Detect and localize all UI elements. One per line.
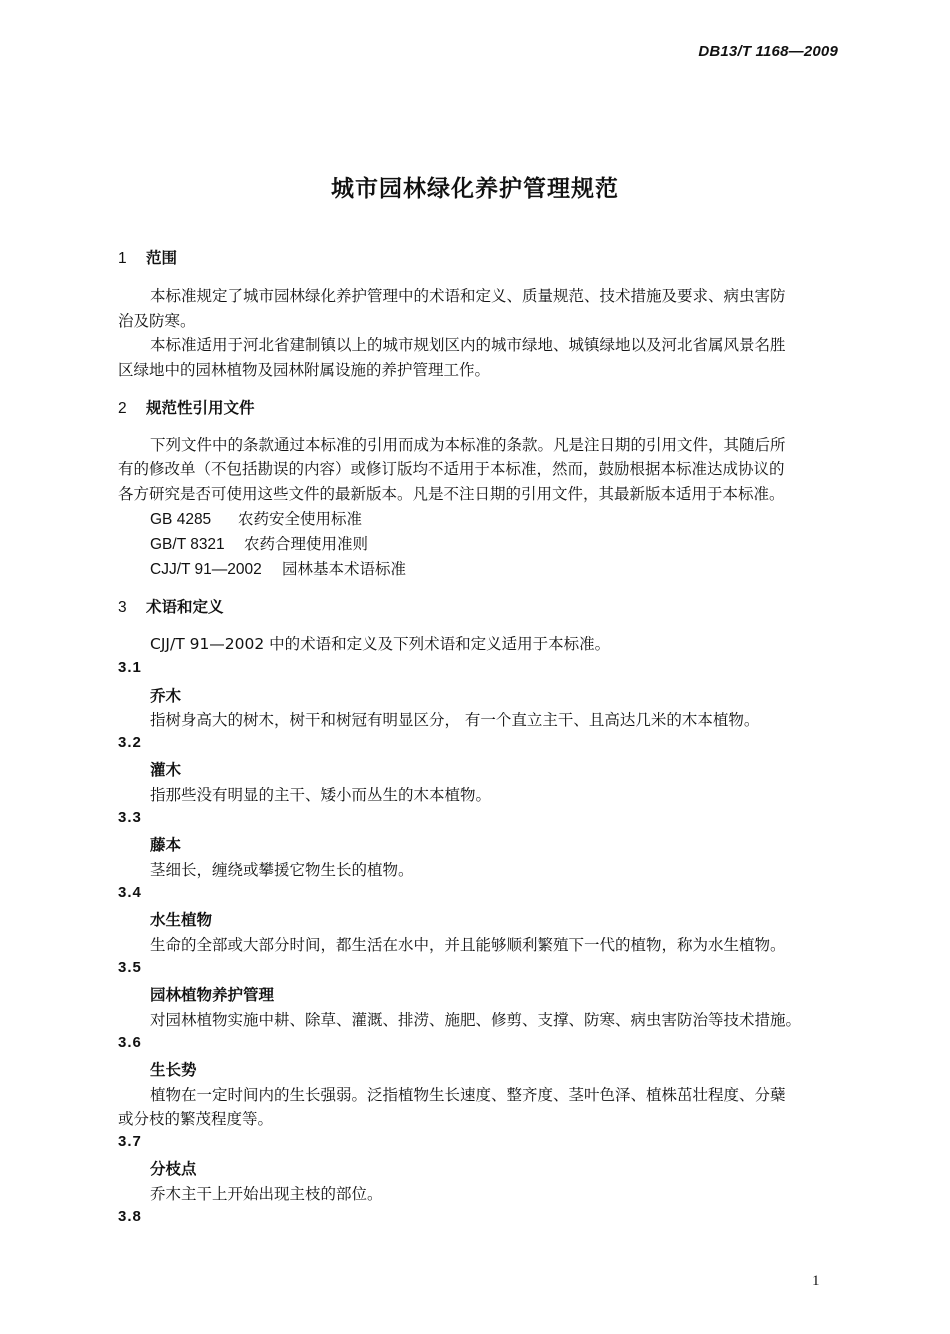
term-title: 分枝点 bbox=[150, 1160, 197, 1178]
term-definition: 对园林植物实施中耕、除草、灌溉、排涝、施肥、修剪、支撑、防寒、病虫害防治等技术措施。 bbox=[150, 1011, 802, 1029]
reference-title: 农药合理使用准则 bbox=[244, 535, 369, 553]
reference-code: GB/T 8321 bbox=[150, 536, 225, 553]
section-title: 规范性引用文件 bbox=[146, 399, 255, 417]
term-definition: 乔木主干上开始出现主枝的部位。 bbox=[150, 1185, 383, 1203]
section-number: 1 bbox=[118, 250, 127, 267]
section-2-heading bbox=[118, 396, 255, 418]
term-title: 生长势 bbox=[150, 1061, 197, 1079]
reference-item bbox=[150, 532, 368, 554]
section-number: 2 bbox=[118, 400, 127, 417]
section-2-para-line-1: 下列文件中的条款通过本标准的引用而成为本标准的条款。凡是注日期的引用文件，其随后所 bbox=[150, 436, 786, 454]
reference-item bbox=[150, 557, 406, 579]
section-1-para-2-line-2: 区绿地中的园林植物及园林附属设施的养护管理工作。 bbox=[118, 361, 491, 379]
page-number: 1 bbox=[812, 1273, 820, 1289]
clause-number: 3.6 bbox=[118, 1034, 142, 1051]
section-title: 范围 bbox=[146, 249, 178, 267]
reference-title: 园林基本术语标准 bbox=[282, 560, 407, 578]
section-1-para-1-line-1: 本标准规定了城市园林绿化养护管理中的术语和定义、质量规范、技术措施及要求、病虫害防 bbox=[150, 287, 786, 305]
clause-number: 3.4 bbox=[118, 884, 142, 901]
clause-number: 3.1 bbox=[118, 659, 142, 676]
section-3-heading bbox=[118, 595, 224, 617]
term-title: 藤本 bbox=[150, 836, 182, 854]
section-number: 3 bbox=[118, 599, 127, 616]
term-definition: 指树身高大的树木，树干和树冠有明显区分， 有一个直立主干、且高达几米的木本植物。 bbox=[150, 711, 760, 729]
term-title: 乔木 bbox=[150, 687, 182, 705]
clause-number: 3.8 bbox=[118, 1208, 142, 1225]
clause-number: 3.7 bbox=[118, 1133, 142, 1150]
section-2-para-line-2: 有的修改单（不包括勘误的内容）或修订版均不适用于本标准，然而，鼓励根据本标准达成协议的 bbox=[118, 460, 785, 478]
section-3-intro: CJJ/T 91—2002 中的术语和定义及下列术语和定义适用于本标准。 bbox=[150, 635, 611, 653]
section-2-para-line-3: 各方研究是否可使用这些文件的最新版本。凡是不注日期的引用文件，其最新版本适用于本标准。 bbox=[118, 485, 785, 503]
section-1-para-2-line-1: 本标准适用于河北省建制镇以上的城市规划区内的城市绿地、城镇绿地以及河北省属风景名胜 bbox=[150, 336, 786, 354]
reference-code: CJJ/T 91—2002 bbox=[150, 561, 262, 578]
clause-number: 3.2 bbox=[118, 734, 142, 751]
term-definition: 生命的全部或大部分时间，都生活在水中，并且能够顺利繁殖下一代的植物，称为水生植物。 bbox=[150, 936, 786, 954]
document-title: 城市园林绿化养护管理规范 bbox=[331, 176, 619, 202]
term-title: 园林植物养护管理 bbox=[150, 986, 275, 1004]
clause-number: 3.5 bbox=[118, 959, 142, 976]
standard-code: DB13/T 1168—2009 bbox=[698, 43, 838, 60]
section-title: 术语和定义 bbox=[146, 598, 224, 616]
reference-item bbox=[150, 507, 362, 529]
term-definition-continued: 或分枝的繁茂程度等。 bbox=[118, 1110, 274, 1128]
term-title: 水生植物 bbox=[150, 911, 213, 929]
section-1-heading bbox=[118, 246, 177, 268]
term-definition: 茎细长，缠绕或攀援它物生长的植物。 bbox=[150, 861, 414, 879]
clause-number: 3.3 bbox=[118, 809, 142, 826]
term-title: 灌木 bbox=[150, 761, 182, 779]
term-definition: 植物在一定时间内的生长强弱。泛指植物生长速度、整齐度、茎叶色泽、植株茁壮程度、分蘖 bbox=[150, 1086, 786, 1104]
section-1-para-1-line-2: 治及防寒。 bbox=[118, 312, 196, 330]
term-definition: 指那些没有明显的主干、矮小而丛生的木本植物。 bbox=[150, 786, 492, 804]
reference-title: 农药安全使用标准 bbox=[238, 510, 363, 528]
reference-code: GB 4285 bbox=[150, 511, 212, 528]
